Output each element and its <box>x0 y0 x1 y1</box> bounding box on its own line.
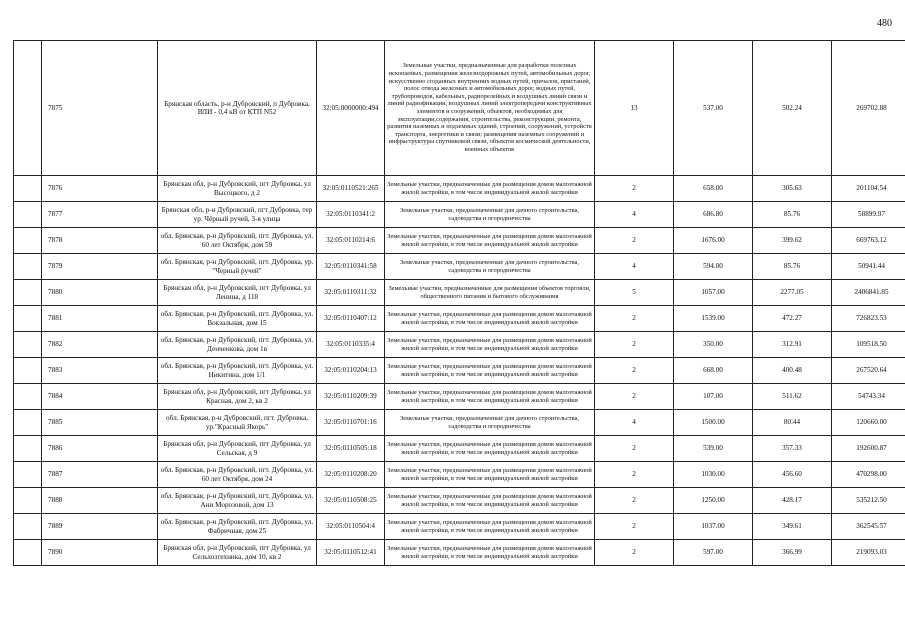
table-row <box>14 228 905 254</box>
address-cell: обл. Брянская, р-н Дубровский, пгт. Дубровка, ул. Никитина, дом 1/1 <box>158 358 317 384</box>
specific-value-cell: 456.60 <box>753 462 832 488</box>
cadastral-cost-cell: 269702.88 <box>832 41 905 176</box>
blank-cell <box>14 202 42 228</box>
cadastral-number-cell: 32:05:0110504:4 <box>317 514 385 540</box>
specific-value-cell: 312.91 <box>753 332 832 358</box>
cadastral-cost-cell: 54743.34 <box>832 384 905 410</box>
area-cell: 658.00 <box>674 176 753 202</box>
address-cell: Брянская обл, р-н Дубровский, пгт Дубровка, ул Сельская, д 9 <box>158 436 317 462</box>
specific-value-cell: 399.62 <box>753 228 832 254</box>
specific-value-cell: 502.24 <box>753 41 832 176</box>
cadastral-valuation-table <box>13 40 905 566</box>
table-row <box>14 436 905 462</box>
row-number: 7875 <box>42 41 158 176</box>
row-number: 7877 <box>42 202 158 228</box>
area-cell: 1500.00 <box>674 410 753 436</box>
address-cell: обл. Брянская, р-н Дубровский, пгт. Дубровка, ул. Вокзальная, дом 15 <box>158 306 317 332</box>
address-cell: Брянская обл, р-н Дубровский, пгт Дубровка, тер ур. Чёрный ручей, 3-я улица <box>158 202 317 228</box>
specific-value-cell: 511.62 <box>753 384 832 410</box>
use-group-cell: 13 <box>595 41 674 176</box>
row-number: 7876 <box>42 176 158 202</box>
use-group-cell: 4 <box>595 254 674 280</box>
blank-cell <box>14 488 42 514</box>
cadastral-number-cell: 32:05:0110505:18 <box>317 436 385 462</box>
cadastral-number-cell: 32:05:0110521:265 <box>317 176 385 202</box>
cadastral-cost-cell: 267520.64 <box>832 358 905 384</box>
cadastral-cost-cell: 58899.97 <box>832 202 905 228</box>
use-group-cell: 2 <box>595 306 674 332</box>
use-group-cell: 2 <box>595 436 674 462</box>
use-group-cell: 2 <box>595 540 674 566</box>
cadastral-number-cell: 32:05:0110311:32 <box>317 280 385 306</box>
land-use-cell: Земельные участки, предназначенные для размещения домов малоэтажной жилой застройки, в том числе индивидуальной жилой застройки <box>385 332 595 358</box>
row-number: 7880 <box>42 280 158 306</box>
land-use-cell: Земельные участки, предназначенные для дачного строительства, садоводства и огородничества <box>385 202 595 228</box>
land-use-cell: Земельные участки, предназначенные для разработки полезных ископаемых, размещения железнодорожных путей, автомобильных дорог, искусственно созданных внутренних водных путей, причалов, пристаней, полос отвода железных и автомобильных дорог, водных путей, трубопроводов, кабельных, радиорелейных и воздушных линий связи и линий радиофикации, воздушных линий электропередачи конструктивных элементов и сооружений, объектов, необходимых для эксплуатации,содержания, строительства, реконструкции, ремонта, развития наземных и подземных зданий, строений, сооружений, устройств транспорта, энергетики и связи; размещения наземных сооружений и инфраструктуры спутниковой связи, объектов космической деятельности, военных объектов <box>385 41 595 176</box>
cadastral-number-cell: 32:05:0110341:58 <box>317 254 385 280</box>
land-use-cell: Земельные участки, предназначенные для размещения объектов торговли, общественного питания и бытового обслуживания <box>385 280 595 306</box>
address-cell: обл. Брянская, р-н Дубровский, пгт. Дубровка, ул. Ани Морозовой, дом 13 <box>158 488 317 514</box>
area-cell: 539.00 <box>674 436 753 462</box>
specific-value-cell: 472.27 <box>753 306 832 332</box>
blank-cell <box>14 514 42 540</box>
area-cell: 1037.00 <box>674 514 753 540</box>
row-number: 7884 <box>42 384 158 410</box>
land-use-cell: Земельные участки, предназначенные для размещения домов малоэтажной жилой застройки, в том числе индивидуальной жилой застройки <box>385 228 595 254</box>
area-cell: 1057.00 <box>674 280 753 306</box>
cadastral-number-cell: 32:05:0110341:2 <box>317 202 385 228</box>
blank-cell <box>14 436 42 462</box>
land-use-cell: Земельные участки, предназначенные для дачного строительства, садоводства и огородничества <box>385 254 595 280</box>
row-number: 7883 <box>42 358 158 384</box>
blank-cell <box>14 306 42 332</box>
table-row <box>14 280 905 306</box>
row-number: 7888 <box>42 488 158 514</box>
area-cell: 107.00 <box>674 384 753 410</box>
blank-cell <box>14 280 42 306</box>
row-number: 7878 <box>42 228 158 254</box>
blank-cell <box>14 254 42 280</box>
address-cell: обл. Брянская, р-н Дубровский, пгт. Дубровка, ул. Денченкова, дом 1в <box>158 332 317 358</box>
table-row <box>14 358 905 384</box>
specific-value-cell: 85.76 <box>753 202 832 228</box>
table-row <box>14 462 905 488</box>
cadastral-cost-cell: 535212.50 <box>832 488 905 514</box>
cadastral-number-cell: 32:05:0110335:4 <box>317 332 385 358</box>
table-row <box>14 514 905 540</box>
use-group-cell: 4 <box>595 410 674 436</box>
specific-value-cell: 349.61 <box>753 514 832 540</box>
use-group-cell: 2 <box>595 488 674 514</box>
area-cell: 1030.00 <box>674 462 753 488</box>
row-number: 7890 <box>42 540 158 566</box>
use-group-cell: 2 <box>595 332 674 358</box>
land-use-cell: Земельные участки, предназначенные для размещения домов малоэтажной жилой застройки, в том числе индивидуальной жилой застройки <box>385 176 595 202</box>
land-use-cell: Земельные участки, предназначенные для размещения домов малоэтажной жилой застройки, в том числе индивидуальной жилой застройки <box>385 462 595 488</box>
land-use-cell: Земельные участки, предназначенные для размещения домов малоэтажной жилой застройки, в том числе индивидуальной жилой застройки <box>385 514 595 540</box>
cadastral-cost-cell: 669763.12 <box>832 228 905 254</box>
area-cell: 350.00 <box>674 332 753 358</box>
blank-cell <box>14 332 42 358</box>
specific-value-cell: 428.17 <box>753 488 832 514</box>
table-row <box>14 254 905 280</box>
land-use-cell: Земельные участки, предназначенные для размещения домов малоэтажной жилой застройки, в том числе индивидуальной жилой застройки <box>385 488 595 514</box>
area-cell: 1539.00 <box>674 306 753 332</box>
area-cell: 594.00 <box>674 254 753 280</box>
table-row <box>14 540 905 566</box>
land-use-cell: Земельные участки, предназначенные для размещения домов малоэтажной жилой застройки, в том числе индивидуальной жилой застройки <box>385 306 595 332</box>
address-cell: обл. Брянская, р-н Дубровский, пгт. Дубровка, ул. 60 лет Октября, дом 24 <box>158 462 317 488</box>
blank-cell <box>14 41 42 176</box>
blank-cell <box>14 358 42 384</box>
blank-cell <box>14 228 42 254</box>
area-cell: 1676.00 <box>674 228 753 254</box>
row-number: 7887 <box>42 462 158 488</box>
cadastral-cost-cell: 192600.87 <box>832 436 905 462</box>
use-group-cell: 2 <box>595 176 674 202</box>
address-cell: Брянская обл, р-н Дубровский, пгт Дубровка, ул Ленина, д 118 <box>158 280 317 306</box>
blank-cell <box>14 384 42 410</box>
table-row <box>14 410 905 436</box>
cadastral-cost-cell: 109518.50 <box>832 332 905 358</box>
cadastral-number-cell: 32:05:0110508:25 <box>317 488 385 514</box>
land-use-cell: Земельные участки, предназначенные для размещения домов малоэтажной жилой застройки, в том числе индивидуальной жилой застройки <box>385 436 595 462</box>
row-number: 7881 <box>42 306 158 332</box>
blank-cell <box>14 410 42 436</box>
table-row <box>14 332 905 358</box>
area-cell: 668.00 <box>674 358 753 384</box>
specific-value-cell: 85.76 <box>753 254 832 280</box>
table-row <box>14 306 905 332</box>
blank-cell <box>14 176 42 202</box>
cadastral-cost-cell: 201104.54 <box>832 176 905 202</box>
row-number: 7885 <box>42 410 158 436</box>
use-group-cell: 2 <box>595 462 674 488</box>
blank-cell <box>14 462 42 488</box>
table-row <box>14 202 905 228</box>
row-number: 7879 <box>42 254 158 280</box>
cadastral-number-cell: 32:05:0110204:13 <box>317 358 385 384</box>
table-row <box>14 384 905 410</box>
specific-value-cell: 400.48 <box>753 358 832 384</box>
cadastral-cost-cell: 2406841.85 <box>832 280 905 306</box>
area-cell: 686.80 <box>674 202 753 228</box>
cadastral-number-cell: 32:05:0000000:494 <box>317 41 385 176</box>
use-group-cell: 2 <box>595 384 674 410</box>
cadastral-number-cell: 32:05:0110208:20 <box>317 462 385 488</box>
cadastral-cost-cell: 50941.44 <box>832 254 905 280</box>
specific-value-cell: 305.63 <box>753 176 832 202</box>
cadastral-cost-cell: 726823.53 <box>832 306 905 332</box>
table-row <box>14 41 905 176</box>
address-cell: Брянская обл, р-н Дубровский, пгт Дубровка, ул Сельхозтехника, дом 10, кв 2 <box>158 540 317 566</box>
address-cell: обл. Брянская, р-н Дубровский, пгт. Дубровка, ур."Красный Якорь" <box>158 410 317 436</box>
address-cell: Брянская область, р-н Дубровский, п Дубровка, ВЛИ - 0,4 кВ от КТП N52 <box>158 41 317 176</box>
use-group-cell: 2 <box>595 358 674 384</box>
specific-value-cell: 2277.05 <box>753 280 832 306</box>
cadastral-number-cell: 32:05:0110512:41 <box>317 540 385 566</box>
cadastral-number-cell: 32:05:0110407:12 <box>317 306 385 332</box>
cadastral-cost-cell: 470298.00 <box>832 462 905 488</box>
address-cell: обл. Брянская, р-н Дубровский, пгт. Дубровка, ур. "Черный ручей" <box>158 254 317 280</box>
table-body <box>14 41 905 566</box>
address-cell: обл. Брянская, р-н Дубровский, пгт. Дубровка, ул. Фабричная, дом 25 <box>158 514 317 540</box>
land-use-cell: Земельные участки, предназначенные для размещения домов малоэтажной жилой застройки, в том числе индивидуальной жилой застройки <box>385 358 595 384</box>
land-use-cell: Земельные участки, предназначенные для размещения домов малоэтажной жилой застройки, в том числе индивидуальной жилой застройки <box>385 540 595 566</box>
blank-cell <box>14 540 42 566</box>
table-row <box>14 176 905 202</box>
use-group-cell: 5 <box>595 280 674 306</box>
land-use-cell: Земельные участки, предназначенные для дачного строительства, садоводства и огородничества <box>385 410 595 436</box>
use-group-cell: 2 <box>595 228 674 254</box>
page-number: 480 <box>877 18 892 29</box>
cadastral-number-cell: 32:05:0110209:39 <box>317 384 385 410</box>
cadastral-cost-cell: 219093.03 <box>832 540 905 566</box>
land-use-cell: Земельные участки, предназначенные для размещения домов малоэтажной жилой застройки, в том числе индивидуальной жилой застройки <box>385 384 595 410</box>
use-group-cell: 4 <box>595 202 674 228</box>
address-cell: обл. Брянская, р-н Дубровский, пгт. Дубровка, ул. 60 лет Октября, дом 59 <box>158 228 317 254</box>
address-cell: Брянская обл, р-н Дубровский, пгт Дубровка, ул Красная, дом 2, кв 2 <box>158 384 317 410</box>
cadastral-number-cell: 32:05:0110701:16 <box>317 410 385 436</box>
cadastral-cost-cell: 362545.57 <box>832 514 905 540</box>
specific-value-cell: 80.44 <box>753 410 832 436</box>
address-cell: Брянская обл, р-н Дубровский, пгт Дубровка, ул Высоцкого, д 2 <box>158 176 317 202</box>
use-group-cell: 2 <box>595 514 674 540</box>
row-number: 7886 <box>42 436 158 462</box>
table-row <box>14 488 905 514</box>
area-cell: 1250.00 <box>674 488 753 514</box>
area-cell: 537.00 <box>674 41 753 176</box>
cadastral-number-cell: 32:05:0110214:6 <box>317 228 385 254</box>
row-number: 7889 <box>42 514 158 540</box>
row-number: 7882 <box>42 332 158 358</box>
specific-value-cell: 366.99 <box>753 540 832 566</box>
specific-value-cell: 357.33 <box>753 436 832 462</box>
area-cell: 597.00 <box>674 540 753 566</box>
cadastral-cost-cell: 120660.00 <box>832 410 905 436</box>
